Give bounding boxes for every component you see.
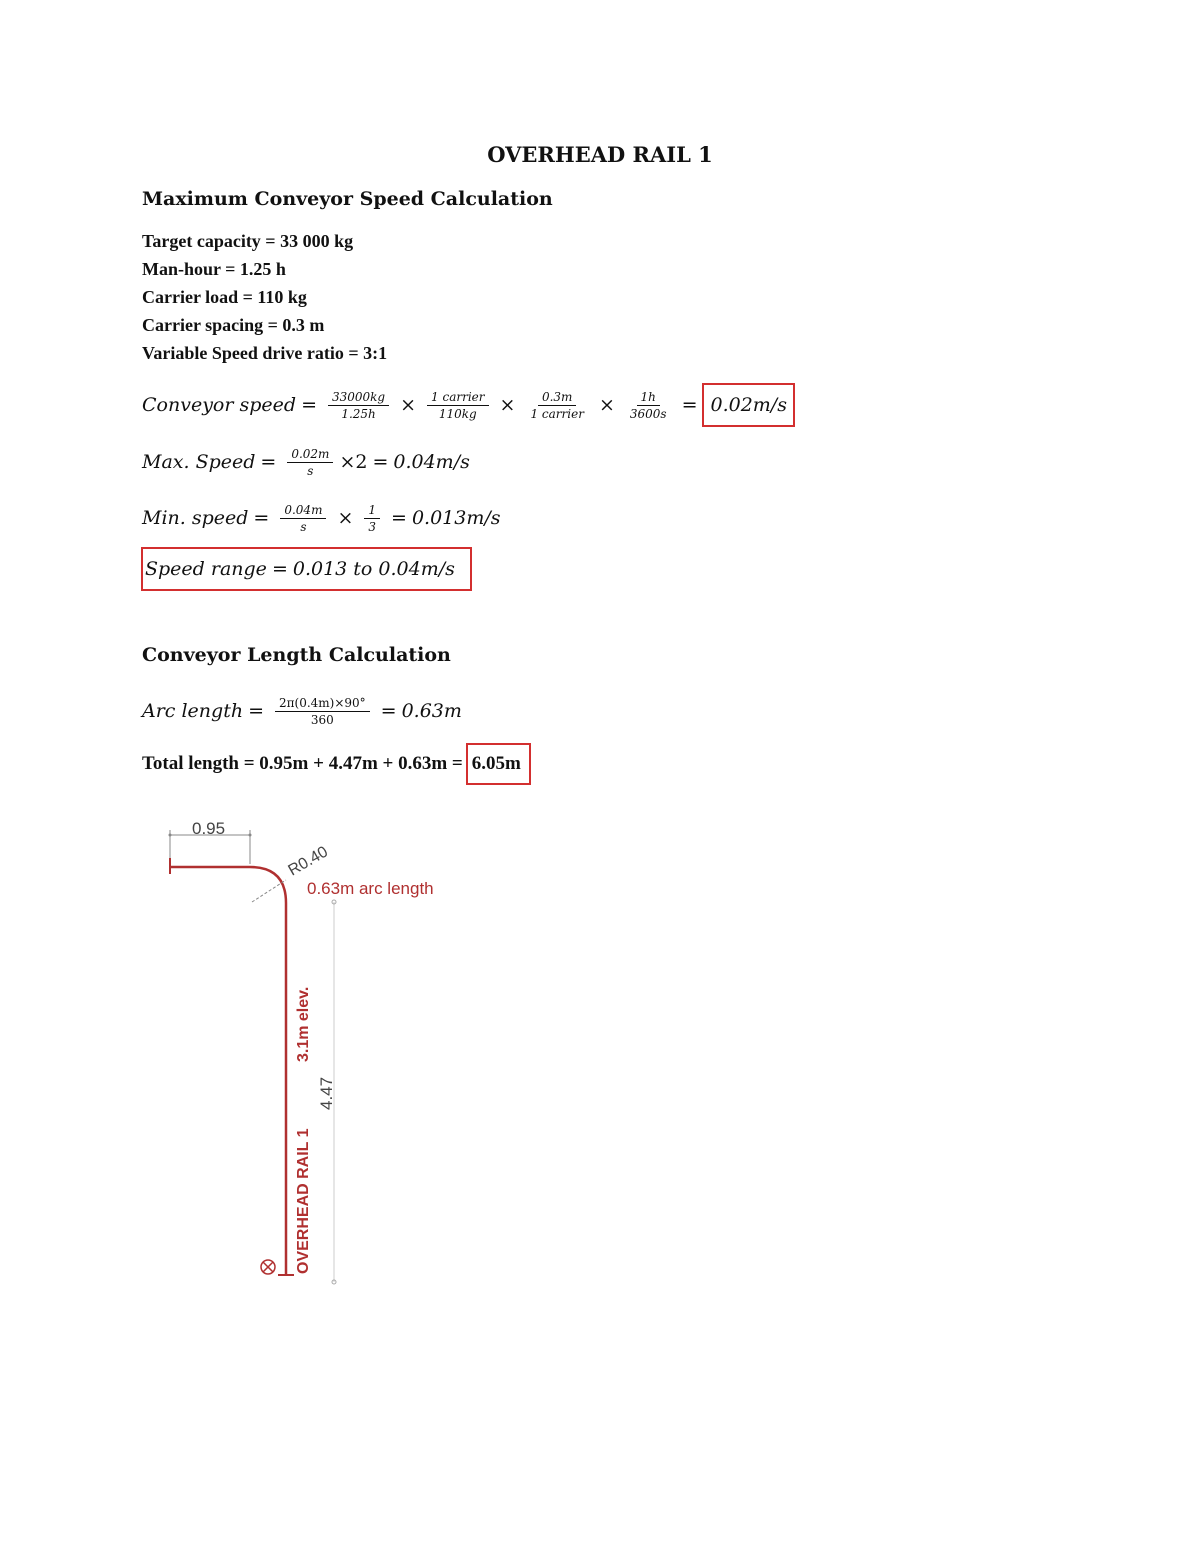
fraction-max-speed: $\frac{0.02m}{s}$ <box>287 447 333 478</box>
speed-range-box: Speed range = 0.013 to 0.04m/s <box>141 547 472 591</box>
max-speed-equation: Max. Speed = $\frac{0.02m}{s}$ ×2 = 0.04m/s <box>142 446 470 478</box>
rail-name-label: OVERHEAD RAIL 1 <box>295 1128 312 1274</box>
given-carrier-load: Carrier load = 110 kg <box>142 287 307 307</box>
fraction-min-speed: $\frac{0.04m}{s}$ <box>280 503 326 534</box>
section-heading-length: Conveyor Length Calculation <box>142 644 451 666</box>
given-drive-ratio: Variable Speed drive ratio = 3:1 <box>142 343 388 363</box>
rail-diagram <box>150 810 490 1290</box>
conveyor-speed-label: Conveyor speed <box>142 394 297 416</box>
dim-top-label: 0.95 <box>192 819 226 838</box>
given-carrier-spacing: Carrier spacing = 0.3 m <box>142 315 325 335</box>
speed-range-value: 0.013 to 0.04m/s <box>292 558 455 580</box>
total-length-result: 6.05m <box>466 743 531 785</box>
arc-length-label: Arc length <box>142 700 244 722</box>
min-speed-label: Min. speed <box>142 507 249 529</box>
total-length-equation <box>142 742 531 786</box>
radius-label: R0.40 <box>285 843 331 880</box>
min-speed-equation: Min. speed = $\frac{0.04m}{s}$ × $\frac{1}{3}$ = 0.013m/s <box>142 502 501 534</box>
max-speed-result: 0.04m/s <box>393 451 470 473</box>
speed-range-label: Speed range <box>145 558 267 580</box>
given-target-capacity: Target capacity = 33 000 kg <box>142 231 354 251</box>
given-man-hour: Man-hour = 1.25 h <box>142 259 286 279</box>
arc-length-equation: Arc length = $\frac{2\pi(0.4m)\times 90^\circ}{360}$ = 0.63m <box>142 695 462 727</box>
fraction-capacity: $\frac{33000kg}{1.25h}$ <box>328 390 389 421</box>
conveyor-speed-equation: Conveyor speed = $\frac{33000kg}{1.25h}$ × $\frac{\text{1 carrier}}{110kg}$ × $\frac{0.3m}{\text{1 carrier}}$ × $\frac{1h}{3600s}$ = 0.02m/s <box>142 382 795 428</box>
fraction-spacing: $\frac{0.3m}{\text{1 carrier}}$ <box>530 389 584 421</box>
max-speed-label: Max. Speed <box>142 451 256 473</box>
fraction-time: $\frac{1h}{3600s}$ <box>629 389 667 421</box>
elevation-label: 3.1m elev. <box>295 986 312 1062</box>
max-speed-factor: ×2 <box>339 451 368 473</box>
arc-length-annotation: 0.63m arc length <box>307 879 434 898</box>
conveyor-speed-result: 0.02m/s <box>702 383 794 427</box>
dim-vertical-label: 4.47 <box>317 1076 336 1110</box>
page-title: OVERHEAD RAIL 1 <box>487 142 713 167</box>
rail-path <box>170 867 286 1275</box>
section-heading-speed: Maximum Conveyor Speed Calculation <box>142 188 553 210</box>
min-speed-result: 0.013m/s <box>411 507 501 529</box>
arc-length-result: 0.63m <box>401 700 462 722</box>
fraction-arc: $\frac{2\pi(0.4m)\times 90^\circ}{360}$ <box>275 696 370 727</box>
fraction-one-third: $\frac{1}{3}$ <box>364 503 380 534</box>
total-length-label: Total length = 0.95m + 4.47m + 0.63m = <box>142 753 463 774</box>
fraction-carrier-load: $\frac{\text{1 carrier}}{110kg}$ <box>427 390 488 421</box>
